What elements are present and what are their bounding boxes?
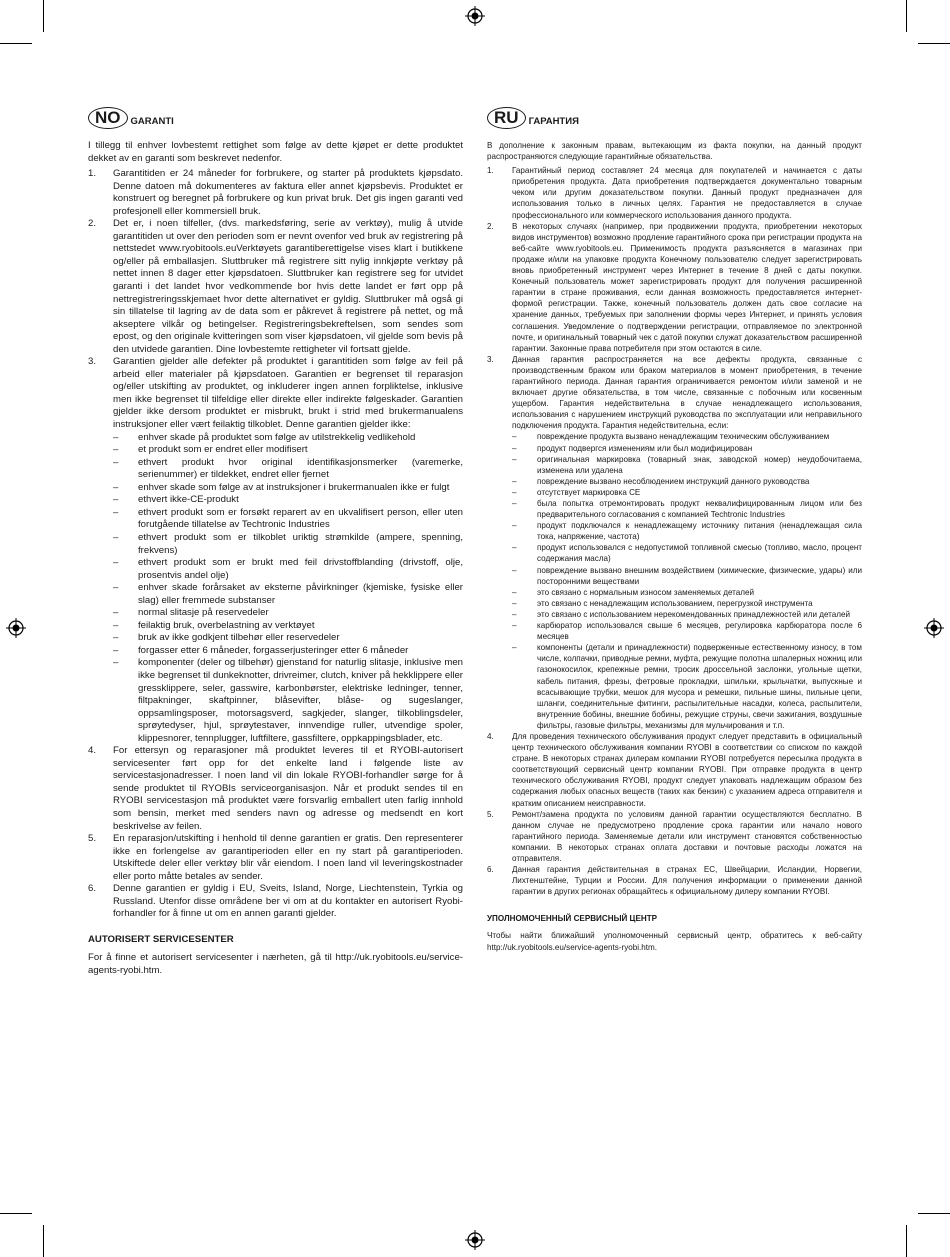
item-number: 3.	[487, 354, 494, 364]
bullet-text: это связано с ненадлежащим использованием, перегрузкой инструмента	[537, 598, 813, 608]
intro-text-no: I tillegg til enhver lovbestemt rettighet som følge av dette kjøpet er dette produktet dekket av en garanti som beskrevet nedenfor.	[88, 140, 463, 164]
list-item	[88, 883, 463, 921]
list-item: – продукт использовался с недопустимой топливной смесью (топливо, масло, процент содержания масла)	[512, 543, 862, 564]
list-item: – продукт подключался к ненадлежащему источнику питания (ненадлежащая сила тока, напряжение, частота)	[512, 521, 862, 542]
crop-mark-br-v	[906, 1225, 907, 1257]
list-item: – повреждение вызвано внешним воздействием (химические, физические, удары) или посторонними веществами	[512, 565, 862, 586]
list-item: – это связано с ненадлежащим использованием, перегрузкой инструмента	[512, 598, 862, 609]
bullet-text: ethvert produkt hvor original identifikasjonsmerker (varemerke, serienummer) er tildekket, endret eller fjernet	[138, 456, 463, 481]
bullet-text: feilaktig bruk, overbelastning av verktøyet	[138, 619, 315, 631]
list-item: – enhver skade som følge av at instruksjoner i brukermanualen ikke er fulgt	[113, 482, 463, 495]
list-item	[487, 165, 862, 220]
item-text: Данная гарантия распространяется на все дефекты продукта, связанные с производственным браком или браком материалов в момент приобретения, в течение гарантийного периода. Данная гарантия ограничивается ремонтом и/или заменой и не включает другие обязательства, в том числе, связанные с побочным или косвенным ущербом. Гарантия недействительна в случае ненадлежащего использования, использования с нарушением инструкций руководства по эксплуатации или неправильного подключения продукта. Гарантия недействительна, если:	[512, 354, 862, 431]
list-item: – была попытка отремонтировать продукт неквалифицированным лицом или без предварительного согласования с компанией Techtronic Industries	[512, 499, 862, 520]
section-header-ru	[487, 104, 862, 132]
list-item: – forgasser etter 6 måneder, forgasserjusteringer etter 6 måneder	[113, 645, 463, 658]
service-center-text-no: For å finne et autorisert servicesenter i nærheten, gå til http://uk.ryobitools.eu/service-agents-ryobi.htm.	[88, 952, 463, 976]
language-badge-ru: RU	[487, 107, 526, 129]
item-text: Garantien gjelder alle defekter på produktet i garantitiden som følge av feil på arbeid eller materialer på kjøpsdatoen. Garantien er begrenset til reparasjon og/eller utskifting av produktet, og inkluderer ingen annen forpliktelse, inklusive men ikke begrenset til tilfeldige eller direkte eller indirekte følgeskader. Garantien gjelder ikke dersom produktet er misbrukt, brukt i strid med brukermanualens instruksjoner eller vært feilaktig tilkoblet. Denne garantien gjelder ikke:	[113, 356, 463, 431]
list-item: – ethvert produkt som er brukt med feil drivstoffblanding (drivstoff, olje, prosentvis andel olje)	[113, 557, 463, 581]
warranty-list-no	[88, 168, 463, 921]
bullet-text: ethvert ikke-CE-produkt	[138, 494, 239, 506]
list-item: – ethvert produkt som er forsøkt reparert av en ukvalifisert person, eller uten forutgående tillatelse av Techtronic Industries	[113, 506, 463, 531]
bullet-text: компоненты (детали и принадлежности) подверженные естественному износу, в том числе, колпачки, приводные ремни, муфта, режущие полотна шпалерных ножниц или газонокосилок, крепежные ремни, тросик дроссельной заслонки, угольные щетки, кабель питания, фрезы, фетровые прокладки, шпильки, крыльчатки, выпускные и всасывающие трубки, мешок для мусора и ремешки, пильные шины, пильные цепи, шланги, соединительные фитинги, распылительные насадки, колеса, распылители, внутренние бобины, внешние бобины, режущие струны, свечи зажигания, воздушные фильтры, газовые фильтры, механизмы для мульчирования и т.п.	[537, 643, 862, 730]
list-item: – enhver skade på produktet som følge av utilstrekkelig vedlikehold	[113, 432, 463, 445]
item-text: Garantitiden er 24 måneder for forbrukere, og starter på produktets kjøpsdato. Denne datoen må dokumenteres av faktura eller annet kjøpsbevis. Produktet er konstruert og beregnet på forbrukere og kun privat bruk. Det gis ingen garanti ved profesjonell eller kommersiell bruk.	[113, 168, 463, 217]
item-text: En reparasjon/utskifting i henhold til denne garantien er gratis. Den representerer ikke en forlengelse av garantiperioden eller en ny start på garantiperioden. Utskiftede deler eller verktøy blir vår eiendom. I noen land vil leveringskostnader eller porto måtte betales av sender.	[113, 833, 463, 882]
bullet-text: et produkt som er endret eller modifisert	[138, 444, 308, 456]
item-number: 2.	[487, 221, 494, 231]
item-number: 6.	[487, 865, 494, 875]
list-item: – feilaktig bruk, overbelastning av verktøyet	[113, 620, 463, 633]
item-number: 1.	[487, 166, 494, 176]
list-item: – это связано с нормальным износом заменяемых деталей	[512, 587, 862, 598]
section-title-no: GARANTI	[130, 115, 174, 127]
list-item: – enhver skade forårsaket av eksterne påvirkninger (kjemiske, fysiske eller slag) eller fremmede substanser	[113, 582, 463, 606]
list-item: – повреждение продукта вызвано ненадлежащим техническим обслуживанием	[512, 431, 862, 442]
bullet-text: bruk av ikke godkjent tilbehør eller reservedeler	[138, 632, 340, 644]
item-number: 2.	[88, 218, 97, 230]
column-ru	[487, 104, 862, 953]
bullet-text: ethvert produkt som er brukt med feil drivstoffblanding (drivstoff, olje, prosentvis andel olje)	[138, 557, 463, 581]
list-item: – повреждение вызвано несоблюдением инструкций данного руководства	[512, 476, 862, 487]
list-item: – ethvert produkt som er tilkoblet uriktig strømkilde (ampere, spenning, frekvens)	[113, 531, 463, 556]
bullet-text: komponenter (deler og tilbehør) gjenstand for naturlig slitasje, inklusive men ikke begrenset til dunkeknotter, drivreimer, clutch, kniver på hekklippere eller gressklippere, seler, gasswire, karbonbørster, elektriske ledninger, tenner, filtpakninger, skaftpinner, blåsevifter, blåse- og sugeslanger, oppsamlingsposer, motorsagsverd, sagkjeder, slanger, tilkoblingsdeler, sprøytedyser, hjul, sprøytestaver, innvendige ruller, utvendige spoler, klippesnorer, tennplugger, luftfiltere, gassfiltere, oppkappingsblader, etc.	[138, 657, 463, 744]
warranty-list-ru	[487, 165, 862, 897]
list-item	[88, 833, 463, 883]
list-item	[88, 218, 463, 356]
list-item	[487, 864, 862, 897]
list-item	[88, 168, 463, 218]
bullet-text: normal slitasje på reservedeler	[138, 607, 269, 619]
bullet-text: повреждение вызвано внешним воздействием (химические, физические, удары) или посторонними веществами	[537, 565, 862, 586]
item-text: Ремонт/замена продукта по условиям данной гарантии осуществляются бесплатно. В данном случае не предусмотрено продление срока гарантии или начало нового гарантийного периода. Заменяемые детали или инструмент становятся собственностью компании. В некоторых странах оплата доставки и почтовые расходы ложатся на отправителя.	[512, 809, 862, 863]
list-item	[487, 354, 862, 731]
crop-mark-tr-h	[918, 43, 950, 44]
crop-mark-bl-h	[0, 1213, 32, 1214]
item-number: 5.	[487, 809, 494, 819]
list-item: – normal slitasje på reservedeler	[113, 607, 463, 620]
registration-mark-right-icon	[924, 618, 944, 638]
bullet-text: это связано с нормальным износом заменяемых деталей	[537, 587, 755, 597]
bullet-text: ethvert produkt som er tilkoblet uriktig strømkilde (ampere, spenning, frekvens)	[138, 531, 463, 556]
bullet-text: enhver skade på produktet som følge av utilstrekkelig vedlikehold	[138, 431, 416, 443]
list-item: – ethvert produkt hvor original identifikasjonsmerker (varemerke, serienummer) er tildekket, endret eller fjernet	[113, 456, 463, 481]
list-item: – bruk av ikke godkjent tilbehør eller reservedeler	[113, 632, 463, 645]
bullet-text: карбюратор использовался свыше 6 месяцев, регулировка карбюратора после 6 месяцев	[537, 621, 862, 642]
list-item: – komponenter (deler og tilbehør) gjenstand for naturlig slitasje, inklusive men ikke begrenset til dunkeknotter, drivreimer, clutch, kniver på hekklippere eller gressklippere, seler, gasswire, karbonbørster, elektriske ledninger, tenner, filtpakninger, skaftpinner, blåsevifter, blåse- og sugeslanger, oppsamlingsposer, motorsagsverd, sagkjeder, slanger, tilkoblingsdeler, sprøytedyser, hjul, sprøytestaver, innvendige ruller, utvendige spoler, klippesnorer, tennplugger, luftfiltere, gassfiltere, oppkappingsblader, etc.	[113, 657, 463, 744]
crop-mark-tr-v	[906, 0, 907, 32]
list-item	[487, 731, 862, 809]
bullet-text: продукт подвергся изменениям или был модифицирован	[537, 443, 753, 453]
list-item: – оригинальная маркировка (товарный знак, заводской номер) неудобочитаема, изменена или удалена	[512, 454, 862, 475]
service-center-heading-no: AUTORISERT SERVICESENTER	[88, 933, 234, 945]
section-header-no	[88, 104, 463, 132]
item-number: 5.	[88, 833, 97, 845]
list-item: – карбюратор использовался свыше 6 месяцев, регулировка карбюратора после 6 месяцев	[512, 621, 862, 642]
bullet-text: была попытка отремонтировать продукт неквалифицированным лицом или без предварительного согласования с компанией Techtronic Industries	[537, 499, 862, 520]
item-text: For ettersyn og reparasjoner må produktet leveres til et RYOBI-autorisert servicesenter ført opp for det enkelte land i følgende liste av servicestasjonadresser. I noen land vil din lokale RYOBI-forhandler sørge for å sende produktet til RYOBIs serviceorganisasjon. Når et produkt sendes til en RYOBI servicestasjon må produktet være forsvarlig emballert uten farlig innhold som bensin, merket med senders navn og adresse og medsendt en kort beskrivelse av feilen.	[113, 745, 463, 832]
list-item: – это связано с использованием нерекомендованных принадлежностей или деталей	[512, 609, 862, 620]
crop-mark-br-h	[918, 1213, 950, 1214]
language-badge-no: NO	[88, 107, 128, 129]
bullet-text: enhver skade forårsaket av eksterne påvirkninger (kjemiske, fysiske eller slag) eller fremmede substanser	[138, 582, 463, 606]
item-number: 4.	[88, 745, 97, 757]
list-item: – компоненты (детали и принадлежности) подверженные естественному износу, в том числе, колпачки, приводные ремни, муфта, режущие полотна шпалерных ножниц или газонокосилок, крепежные ремни, тросик дроссельной заслонки, угольные щетки, кабель питания, фрезы, фетровые прокладки, шпильки, крыльчатки, выпускные и всасывающие трубки, мешок для мусора и ремешки, пильные шины, пильные цепи, шланги, соединительные фитинги, распылительные насадки, колеса, распылители, внутренние бобины, внешние бобины, режущие струны, свечи зажигания, воздушные фильтры, газовые фильтры, механизмы для мульчирования и т.п.	[512, 643, 862, 730]
exclusion-list-ru	[512, 431, 862, 731]
item-text: Гарантийный период составляет 24 месяца для покупателей и начинается с даты приобретения продукта. Дата приобретения подтверждается документально товарным чеком или другим доказательством покупки. Данный продукт предназначен для использования только в личных целях. Гарантия не предоставляется в случае профессионального или коммерческого использования данного продукта.	[512, 166, 862, 220]
bullet-text: продукт использовался с недопустимой топливной смесью (топливо, масло, процент содержания масла)	[537, 543, 862, 564]
item-text: В некоторых случаях (например, при продвижении продукта, приобретении некоторых видов инструментов) возможно продление гарантийного срока при регистрации продукта на веб-сайте www.ryobitools.eu. Применимость продукта разъясняется в магазинах при продаже и/или на упаковке продукта Конечному пользователю следует зарегистрировать вновь приобретенный инструмент через Интернет в течение 8 дней с даты покупки. Конечный пользователь может зарегистрировать продукт для получения расширенной гарантии в стране проживания, если данная возможность предоставляется интернет-формой регистрации. Также, конечный пользователь должен дать свое согласие на хранение данных, требуемых при заполнении формы через Интернет, и принять условия соглашения. Уведомление о подтверждении регистрации, отправляемое по электронной почте, и оригинальный товарный чек с датой покупки служат доказательством расширенной гарантии. Законные права потребителя при этом остаются в силе.	[512, 221, 862, 353]
bullet-text: продукт подключался к ненадлежащему источнику питания (ненадлежащая сила тока, напряжение, частота)	[537, 521, 862, 542]
list-item	[88, 356, 463, 745]
column-no	[88, 104, 463, 978]
bullet-text: ethvert produkt som er forsøkt reparert av en ukvalifisert person, eller uten forutgående tillatelse av Techtronic Industries	[138, 506, 463, 531]
bullet-text: повреждение продукта вызвано ненадлежащим техническим обслуживанием	[537, 432, 830, 442]
item-text: Данная гарантия действительная в странах ЕС, Швейцарии, Исландии, Норвегии, Лихтенштейне, Турции и России. Для получения информации о применении данной гарантии в других регионах обращайтесь к официальному дилеру компании RYOBI.	[512, 865, 862, 897]
list-item	[487, 809, 862, 864]
item-number: 3.	[88, 356, 97, 368]
item-text: Denne garantien er gyldig i EU, Sveits, Island, Norge, Liechtenstein, Tyrkia og Russland. Utenfor disse områdene ber vi om at du kontakter en autorisert Ryobi-forhandler for å finne ut om en annen garanti gjelder.	[113, 883, 463, 920]
bullet-text: forgasser etter 6 måneder, forgasserjusteringer etter 6 måneder	[138, 644, 409, 656]
list-item: – продукт подвергся изменениям или был модифицирован	[512, 443, 862, 454]
section-title-ru: ГАРАНТИЯ	[528, 116, 579, 128]
item-text: Det er, i noen tilfeller, (dvs. markedsføring, serie av verktøy), mulig å utvide garantitiden ut over den perioden som er nevnt ovenfor ved bruk av registrering på nettstedet www.ryobitools.euVerktøyets garantiberettigelse vises klart i butikkene og/eller på emballasjen. Sluttbruker må registrere sitt nylig innkjøpte verktøy på nettet innen 8 dager etter kjøpsdatoen. Sluttbruker kan registrere seg for utvidet garanti i det landet hvor vedkommende bor hvis dette landet er ført opp på nettregistreringsskjemaet hvor dette alternativet er gyldig. Sluttbruker må også gi sin tillatelse til lagring av de data som er påkrevet å registrere på nettet, og må akseptere vilkår og betingelser. Registreringsbekreftelsen, som sendes som epost, og den originale kvitteringen som viser kjøpsdatoen, vil gjelde som bevis på den utvidede garantien. Dine lovbestemte rettigheter vil fortsatt gjelde.	[113, 218, 463, 355]
list-item	[88, 745, 463, 833]
bullet-text: отсутствует маркировка CE	[537, 487, 641, 497]
registration-mark-bottom-icon	[465, 1230, 485, 1250]
service-center-text-ru: Чтобы найти ближайший уполномоченный сервисный центр, обратитесь к веб-сайту http://uk.ryobitools.eu/service-agents-ryobi.htm.	[487, 931, 862, 952]
registration-mark-top-icon	[465, 6, 485, 26]
item-number: 4.	[487, 731, 494, 741]
crop-mark-tl-h	[0, 43, 32, 44]
list-item	[487, 221, 862, 354]
list-item: – ethvert ikke-CE-produkt	[113, 494, 463, 507]
bullet-text: повреждение вызвано несоблюдением инструкций данного руководства	[537, 476, 810, 486]
exclusion-list-no	[113, 432, 463, 746]
list-item: – отсутствует маркировка CE	[512, 487, 862, 498]
item-number: 6.	[88, 883, 97, 895]
registration-mark-left-icon	[6, 618, 26, 638]
bullet-text: оригинальная маркировка (товарный знак, заводской номер) неудобочитаема, изменена или удалена	[537, 454, 862, 475]
crop-mark-bl-v	[43, 1225, 44, 1257]
service-center-heading-ru: УПОЛНОМОЧЕННЫЙ СЕРВИСНЫЙ ЦЕНТР	[487, 914, 658, 924]
item-text: Для проведения технического обслуживания продукт следует представить в официальный центр технического обслуживания компании RYOBI в соответствии со списком по каждой стране. В некоторых странах дилерам компании RYOBI потребуется пересылка продукта в соответствующий сервисный центр компании RYOBI. При отправке продукта в центр технического обслуживания RYOBI, продукт следует упаковать надлежащим образом без содержания любых опасных веществ (таких как бензин) с указанием адреса отправителя и кратким описанием неисправности.	[512, 731, 862, 808]
bullet-text: enhver skade som følge av at instruksjoner i brukermanualen ikke er fulgt	[138, 481, 450, 493]
crop-mark-tl-v	[43, 0, 44, 32]
item-number: 1.	[88, 168, 97, 180]
bullet-text: это связано с использованием нерекомендованных принадлежностей или деталей	[537, 609, 851, 619]
intro-text-ru: В дополнение к законным правам, вытекающим из факта покупки, на данный продукт распространяются следующие гарантийные обязательства.	[487, 141, 862, 162]
list-item: – et produkt som er endret eller modifisert	[113, 444, 463, 457]
